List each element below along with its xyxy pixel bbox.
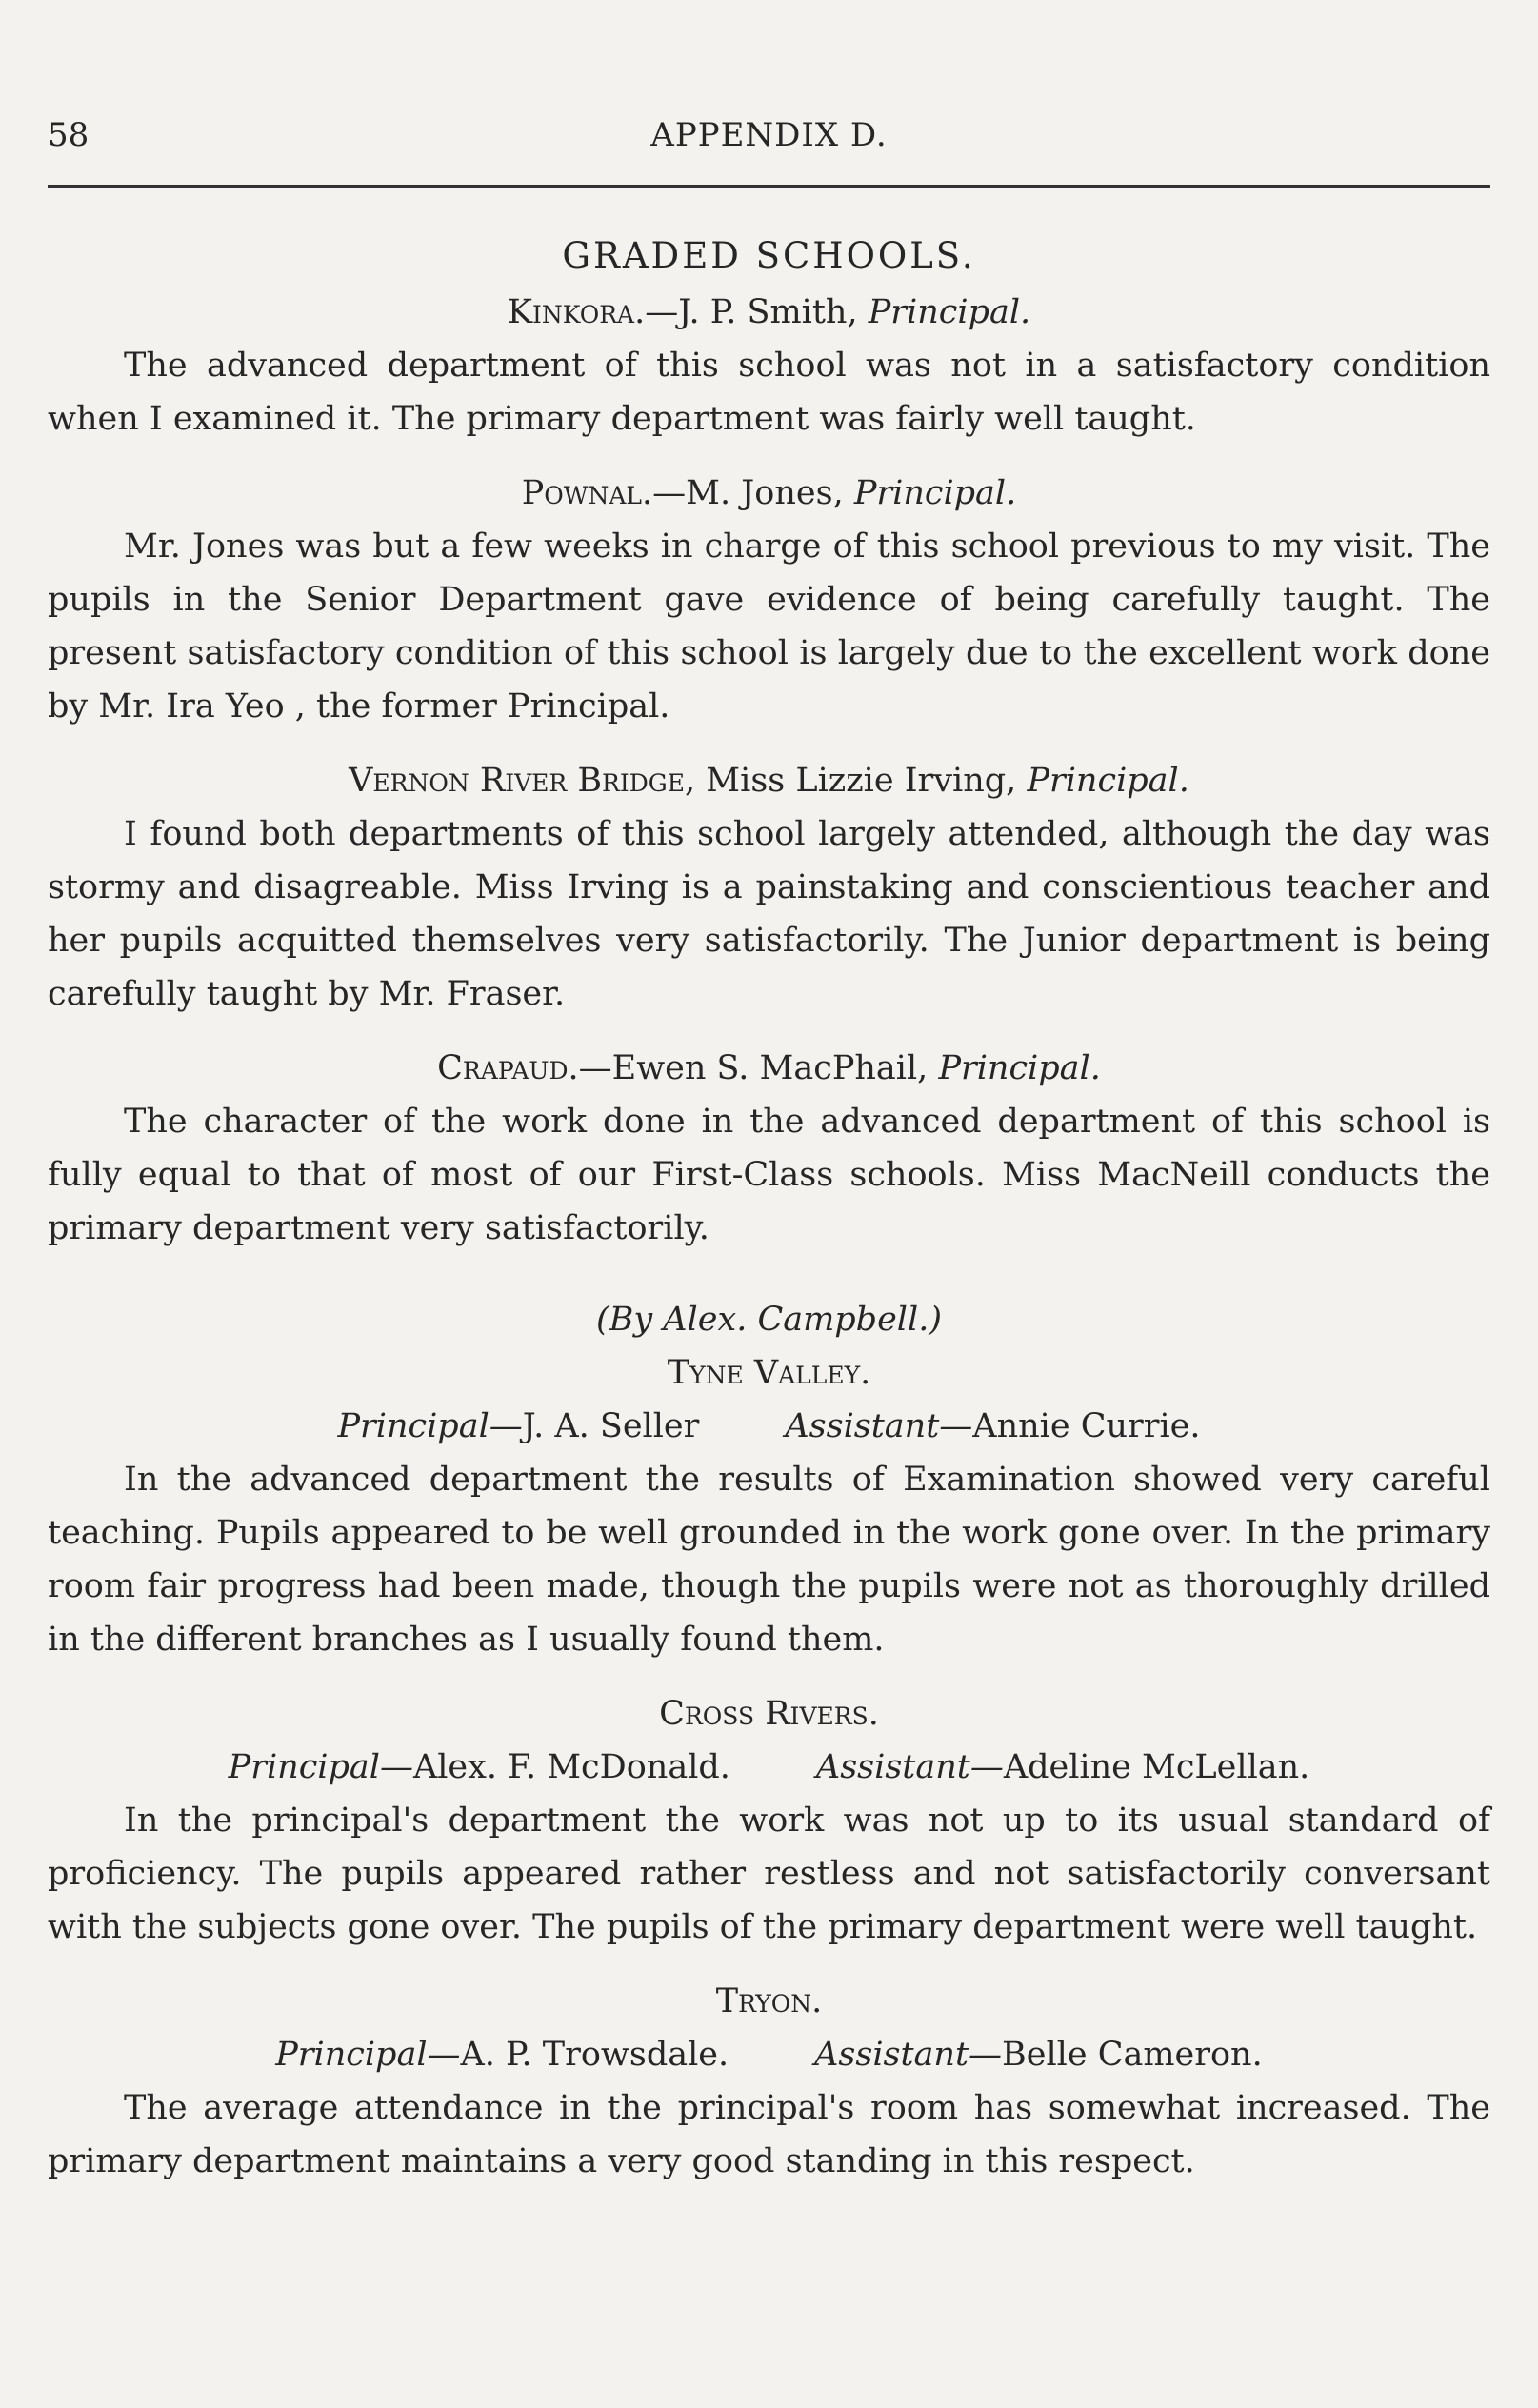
report-paragraph: In the principal's department the work was not up to its usual standard of proficiency. The pupils appeared rather restless and not satisfactorily conversant with the subjects gone over. The pupils of the primary department were well taught. <box>48 1801 1490 1946</box>
school-heading-kinkora: Kinkora.—J. P. Smith, Principal. <box>507 293 1031 331</box>
report-paragraph: The character of the work done in the advanced department of this school is fully equal to that of most of our First-Class schools. Miss MacNeill conducts the primary department very satisfactorily. <box>48 1103 1490 1247</box>
report-paragraph: The average attendance in the principal's room has somewhat increased. The primary department maintains a very good standing in this respect. <box>48 2089 1490 2180</box>
school-heading-tyne-valley: Tyne Valley. <box>667 1354 871 1392</box>
running-title: APPENDIX D. <box>650 116 888 154</box>
section-title: GRADED SCHOOLS. <box>562 235 976 276</box>
school-heading-tryon: Tryon. <box>715 1982 823 2020</box>
school-heading-cross-rivers: Cross Rivers. <box>659 1695 879 1733</box>
school-heading-crapaud: Crapaud.—Ewen S. MacPhail, Principal. <box>437 1049 1101 1087</box>
report-paragraph: Mr. Jones was but a few weeks in charge of this school previous to my visit. The pupils in the Senior Department gave evidence of being carefully taught. The present satisfactory condition of this school is largely due to the excellent work done by Mr. Ira Yeo , the former Principal. <box>48 527 1490 726</box>
report-paragraph: I found both departments of this school largely attended, although the day was stormy and disagreable. Miss Irving is a painstaking and conscientious teacher and her pupils acquitted themselves very satisfactorily. The Junior department is being carefully taught by Mr. Fraser. <box>48 815 1490 1013</box>
header-rule <box>48 185 1490 188</box>
report-paragraph: The advanced department of this school was not in a satisfactory condition when I examined it. The primary department was fairly well taught. <box>48 347 1490 438</box>
page-body <box>48 227 1490 2209</box>
page-header <box>48 116 1490 173</box>
staff-line: Principal—Alex. F. McDonald. Assistant—Adeline McLellan. <box>228 1748 1310 1786</box>
spacer <box>48 1276 1490 1293</box>
school-heading-pownal: Pownal.—M. Jones, Principal. <box>521 474 1017 512</box>
staff-line: Principal—A. P. Trowsdale. Assistant—Belle Cameron. <box>275 2036 1263 2074</box>
report-paragraph: In the advanced department the results of Examination showed very careful teaching. Pupils appeared to be well grounded in the work gone over. In the primary room fair progress had been made, though the pupils were not as thoroughly drilled in the different branches as I usually found them. <box>48 1461 1490 1659</box>
byline: (By Alex. Campbell.) <box>596 1301 942 1339</box>
staff-line: Principal—J. A. Seller Assistant—Annie Currie. <box>337 1407 1201 1445</box>
page-number: 58 <box>48 116 90 154</box>
school-heading-vernon-river-bridge: Vernon River Bridge, Miss Lizzie Irving, Principal. <box>349 762 1189 800</box>
